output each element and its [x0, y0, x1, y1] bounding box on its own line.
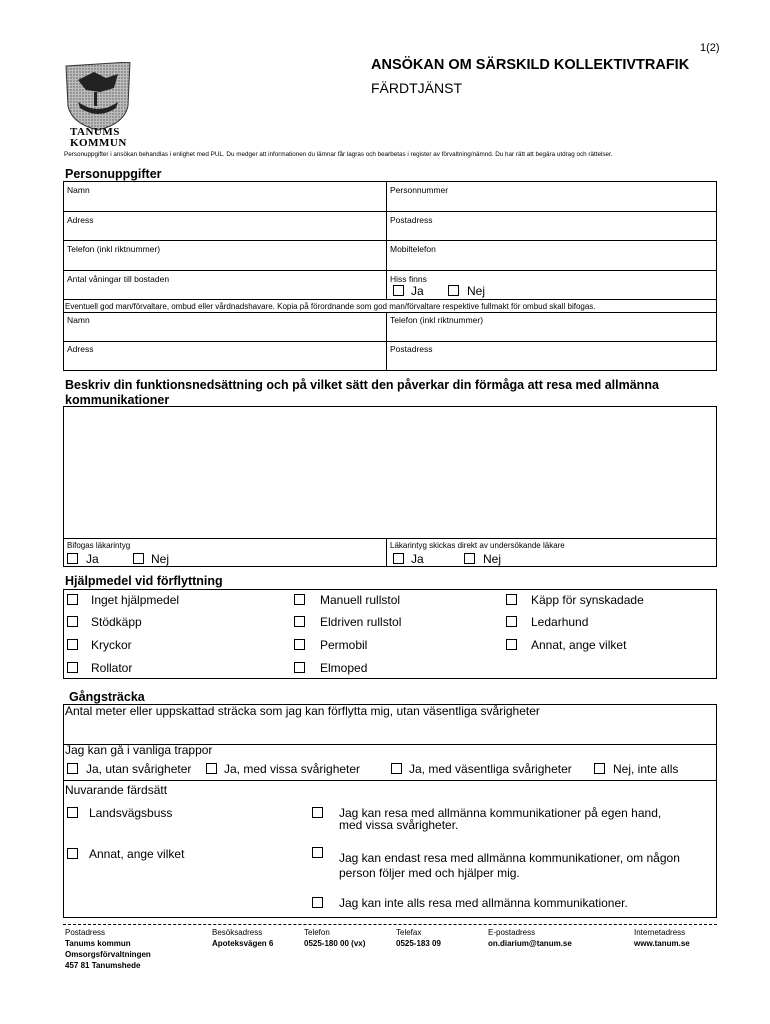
cert-sent-no-checkbox[interactable]	[464, 553, 475, 564]
aid-rollator-checkbox[interactable]	[67, 662, 78, 673]
aid-cane-label: Stödkäpp	[91, 615, 142, 629]
section-heading-disability-2: kommunikationer	[65, 393, 170, 407]
footer-fax	[396, 927, 441, 949]
guardian-note: Eventuell god man/förvaltare, ombud eller vårdnadshavare. Kopia på förordnande som god man/förvaltare respektive fullmakt för ombud skall bifogas.	[65, 302, 596, 311]
floors-field[interactable]: Antal våningar till bostaden	[67, 274, 170, 284]
stairs-no-difficulty-label: Ja, utan svårigheter	[86, 762, 192, 776]
stairs-no-difficulty-checkbox[interactable]	[67, 763, 78, 774]
elevator-yes-checkbox[interactable]	[393, 285, 404, 296]
guardian-name-field[interactable]: Namn	[67, 315, 90, 325]
public-transport-own-line2: med vissa svårigheter.	[339, 818, 459, 832]
section-heading-disability-1: Beskriv din funktionsnedsättning och på vilket sätt den påverkar din förmåga att resa med allmänna	[65, 378, 659, 392]
medical-cert-attached-label: Bifogas läkarintyg	[67, 541, 131, 550]
walk-distance-field[interactable]: Antal meter eller uppskattad sträcka som jag kan förflytta mig, utan väsentliga svårigheter	[65, 704, 540, 718]
footer-web-value[interactable]: www.tanum.se	[634, 939, 690, 948]
stairs-major-difficulty-checkbox[interactable]	[391, 763, 402, 774]
footer-phone-value: 0525-180 00 (vx)	[304, 939, 366, 948]
postal-address-field[interactable]: Postadress	[390, 215, 433, 225]
aid-guide-dog-checkbox[interactable]	[506, 616, 517, 627]
cert-attached-no-checkbox[interactable]	[133, 553, 144, 564]
aid-other-checkbox[interactable]	[506, 639, 517, 650]
footer-postal-line3: 457 81 Tanumshede	[65, 961, 141, 970]
stairs-label: Jag kan gå i vanliga trappor	[65, 743, 213, 757]
aid-cane-checkbox[interactable]	[67, 616, 78, 627]
aid-permobil-label: Permobil	[320, 638, 368, 652]
travel-other-checkbox[interactable]	[67, 848, 78, 859]
cert-attached-yes-checkbox[interactable]	[67, 553, 78, 564]
footer-fax-label: Telefax	[396, 928, 422, 937]
form-subtitle: FÄRDTJÄNST	[371, 80, 462, 96]
footer-email-label: E-postadress	[488, 928, 536, 937]
aid-electric-wheelchair-label: Eldriven rullstol	[320, 615, 402, 629]
guardian-address-field[interactable]: Adress	[67, 344, 94, 354]
aid-white-cane-label: Käpp för synskadade	[531, 593, 644, 607]
footer-phone-label: Telefon	[304, 928, 330, 937]
footer-postal	[65, 927, 151, 971]
aid-other-label: Annat, ange vilket	[531, 638, 627, 652]
public-transport-escort-checkbox[interactable]	[312, 847, 323, 858]
public-transport-own-line1: Jag kan resa med allmänna kommunikationer på egen hand,	[339, 806, 662, 820]
elevator-label: Hiss finns	[390, 274, 427, 284]
aid-guide-dog-label: Ledarhund	[531, 615, 589, 629]
aid-manual-wheelchair-label: Manuell rullstol	[320, 593, 401, 607]
section-heading-personal: Personuppgifter	[65, 167, 162, 181]
section-heading-walk: Gångsträcka	[69, 690, 145, 704]
public-transport-none-checkbox[interactable]	[312, 897, 323, 908]
aid-electric-wheelchair-checkbox[interactable]	[294, 616, 305, 627]
public-transport-escort-line2: person följer med och hjälper mig.	[339, 866, 520, 880]
travel-bus-checkbox[interactable]	[67, 807, 78, 818]
pul-notice: Personuppgifter i ansökan behandlas i enlighet med PUL. Du medger att informationen du lämnar får lagras och bearbetas i register av förvaltning/nämnd. Du har rätt att begära utdrag och rättelser.	[64, 151, 613, 158]
phone-field[interactable]: Telefon (inkl riktnummer)	[67, 244, 161, 254]
coat-of-arms-icon	[64, 62, 132, 132]
form-title: ANSÖKAN OM SÄRSKILD KOLLEKTIVTRAFIK	[371, 57, 690, 73]
page-number: 1(2)	[700, 42, 720, 54]
current-travel-label: Nuvarande färdsätt	[65, 783, 168, 797]
aid-white-cane-checkbox[interactable]	[506, 594, 517, 605]
footer-email	[488, 927, 572, 949]
public-transport-escort-line1: Jag kan endast resa med allmänna kommunikationer, om någon	[339, 851, 680, 865]
footer-postal-label: Postadress	[65, 928, 106, 937]
footer-visit-value: Apoteksvägen 6	[212, 939, 274, 948]
name-field[interactable]: Namn	[67, 185, 90, 195]
logo-text-line1: TANUMS	[70, 126, 120, 138]
stairs-major-difficulty-label: Ja, med väsentliga svårigheter	[409, 762, 572, 776]
footer-visit	[212, 927, 273, 949]
footer-postal-line1: Tanums kommun	[65, 939, 131, 948]
aid-none-checkbox[interactable]	[67, 594, 78, 605]
aid-crutches-label: Kryckor	[91, 638, 132, 652]
elevator-yes-label: Ja	[411, 284, 424, 298]
public-transport-own-checkbox[interactable]	[312, 807, 323, 818]
guardian-phone-field[interactable]: Telefon (inkl riktnummer)	[390, 315, 484, 325]
footer-postal-line2: Omsorgsförvaltningen	[65, 950, 151, 959]
footer-fax-value: 0525-183 09	[396, 939, 441, 948]
elevator-no-label: Nej	[467, 284, 486, 298]
stairs-not-at-all-label: Nej, inte alls	[613, 762, 679, 776]
cert-attached-yes-label: Ja	[86, 552, 99, 566]
footer-web-label: Internetadress	[634, 928, 686, 937]
personnummer-field[interactable]: Personnummer	[390, 185, 449, 195]
aid-crutches-checkbox[interactable]	[67, 639, 78, 650]
stairs-some-difficulty-label: Ja, med vissa svårigheter	[224, 762, 361, 776]
section-heading-aids: Hjälpmedel vid förflyttning	[65, 574, 223, 588]
footer-web	[634, 927, 690, 949]
aid-none-label: Inget hjälpmedel	[91, 593, 180, 607]
medical-cert-sent-label: Läkarintyg skickas direkt av undersökande läkare	[390, 541, 565, 550]
aid-manual-wheelchair-checkbox[interactable]	[294, 594, 305, 605]
logo-text-line2: KOMMUN	[70, 137, 127, 149]
footer-divider	[63, 924, 717, 925]
aid-elmoped-checkbox[interactable]	[294, 662, 305, 673]
footer-visit-label: Besöksadress	[212, 928, 263, 937]
municipality-logo	[64, 62, 132, 132]
aid-rollator-label: Rollator	[91, 661, 133, 675]
aid-permobil-checkbox[interactable]	[294, 639, 305, 650]
guardian-postal-field[interactable]: Postadress	[390, 344, 433, 354]
elevator-no-checkbox[interactable]	[448, 285, 459, 296]
cert-sent-yes-checkbox[interactable]	[393, 553, 404, 564]
cert-sent-no-label: Nej	[483, 552, 502, 566]
footer-phone	[304, 927, 365, 949]
travel-bus-label: Landsvägsbuss	[89, 806, 173, 820]
cert-sent-yes-label: Ja	[411, 552, 424, 566]
stairs-some-difficulty-checkbox[interactable]	[206, 763, 217, 774]
cert-attached-no-label: Nej	[151, 552, 170, 566]
public-transport-none-label: Jag kan inte alls resa med allmänna kommunikationer.	[339, 896, 628, 910]
mobile-field[interactable]: Mobiltelefon	[390, 244, 436, 254]
aid-elmoped-label: Elmoped	[320, 661, 368, 675]
address-field[interactable]: Adress	[67, 215, 94, 225]
stairs-not-at-all-checkbox[interactable]	[594, 763, 605, 774]
footer-email-value[interactable]: on.diarium@tanum.se	[488, 939, 572, 948]
travel-other-label: Annat, ange vilket	[89, 847, 185, 861]
